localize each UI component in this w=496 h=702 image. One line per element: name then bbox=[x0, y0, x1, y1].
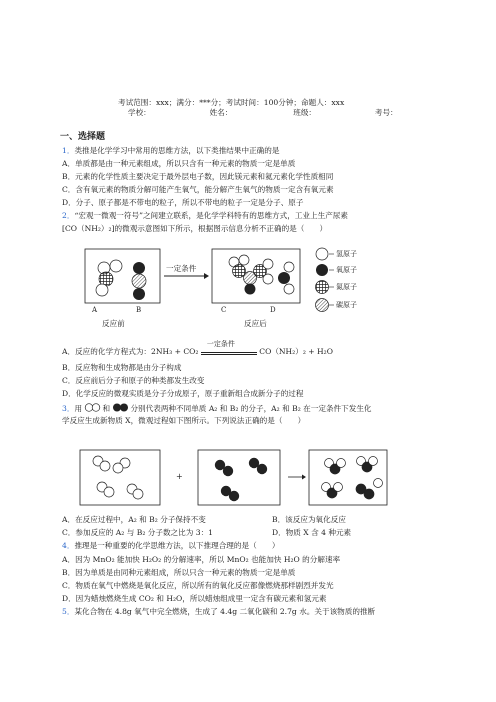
a2-molecule-icon bbox=[84, 403, 102, 412]
class-field[interactable]: 班级： bbox=[293, 108, 317, 117]
q4-stem: 4．推理是一种重要的化学思维方法，以下推理合理的是（ ） bbox=[62, 541, 280, 550]
q2-molecular-figure bbox=[84, 238, 384, 330]
q3-reaction-figure bbox=[78, 449, 388, 507]
q4-option-a[interactable]: A．因为 MnO₂ 能加快 H₂O₂ 的分解速率，所以 MnO₂ 也能加快 H₂O 的分解速率 bbox=[62, 555, 341, 564]
molecule-label-a: A bbox=[92, 306, 98, 314]
q5-stem: 5．某化合物在 4.8g 氧气中完全燃烧，生成了 4.4g 二氧化碳和 2.7g 水。关于该物质的推断 bbox=[62, 607, 376, 616]
q3-option-c[interactable]: C．参加反应的 A₂ 与 B₂ 分子数之比为 3：1 bbox=[62, 528, 214, 537]
q2-option-b[interactable]: B．反应物和生成物都是由分子构成 bbox=[62, 363, 182, 372]
q2-option-c[interactable]: C．反应前后分子和原子的种类都发生改变 bbox=[62, 376, 205, 385]
legend-hydrogen: 氢原子 bbox=[336, 250, 357, 258]
school-field[interactable]: 学校： bbox=[128, 108, 151, 117]
exam-info: 考试范围：xxx；满分：***分；考试时间：100分钟；命题人：xxx bbox=[118, 98, 345, 107]
q4-option-d[interactable]: D．因为蜡烛燃烧生成 CO₂ 和 H₂O，所以蜡烛组成里一定含有碳元素和氢元素 bbox=[62, 594, 327, 603]
q2-stem-line1: 2．“宏观一微观一符号”之间建立联系，是化学学科特有的思维方式，工业上生产尿素 bbox=[62, 211, 348, 220]
q4-option-b[interactable]: B．因为单质是由同种元素组成，所以只含一种元素的物质一定是单质 bbox=[62, 568, 296, 577]
q4-option-c[interactable]: C．物质在氧气中燃烧是氧化反应，所以所有的氧化反应都像燃烧那样剧烈并发光 bbox=[62, 581, 334, 590]
molecule-label-d: D bbox=[270, 306, 276, 314]
q1-option-a[interactable]: A．单质都是由一种元素组成，所以只含有一种元素的物质一定是单质 bbox=[62, 159, 296, 168]
reaction-condition: 一定条件 bbox=[166, 264, 197, 273]
q3-reaction-diagram bbox=[78, 449, 388, 507]
legend-carbon: 碳原子 bbox=[336, 301, 357, 309]
q3-stem-line1: 3．用 和 分别代表两种不同单质 A₂ 和 B₂ 的分子，A₂ 和 B₂ 在一定条件下发生化 bbox=[62, 404, 372, 413]
q1-stem: 1．类推是化学学习中常用的思维方法，以下类推结果中正确的是 bbox=[62, 146, 280, 155]
q3-stem-line2: 学反应生成新物质 X，微观过程如下图所示。下列说法正确的是（ ） bbox=[62, 416, 306, 425]
molecule-label-c: C bbox=[221, 306, 227, 314]
q3-option-d[interactable]: D．物质 X 含 4 种元素 bbox=[272, 528, 352, 537]
q3-option-a[interactable]: A．在反应过程中，A₂ 和 B₂ 分子保持不变 bbox=[62, 515, 206, 524]
name-field[interactable]: 姓名： bbox=[209, 108, 233, 117]
molecule-label-b: B bbox=[136, 306, 142, 314]
q1-option-d[interactable]: D．分子、原子都是不带电的粒子，所以不带电的粒子一定是分子、原子 bbox=[62, 198, 304, 207]
q2-stem-line2: [CO（NH₂）₂]的微观示意图如下所示，根据图示信息分析不正确的是（ ） bbox=[62, 224, 328, 233]
after-reaction-label: 反应后 bbox=[244, 319, 267, 328]
q3-option-b[interactable]: B．该反应为氧化反应 bbox=[272, 515, 346, 524]
b2-molecule-icon bbox=[112, 403, 130, 412]
equation-arrow: 一定条件 bbox=[201, 347, 257, 357]
plus-sign: + bbox=[176, 472, 183, 481]
q1-option-b[interactable]: B．元素的化学性质主要决定于最外层电子数，因此镁元素和氦元素化学性质相同 bbox=[62, 172, 334, 181]
section-title: 一、选择题 bbox=[60, 132, 106, 142]
q2-option-d[interactable]: D．化学反应的微观实质是分子分成原子，原子重新组合成新分子的过程 bbox=[62, 389, 304, 398]
legend-nitrogen: 氮原子 bbox=[336, 283, 357, 291]
exam-number-field[interactable]: 考号： bbox=[374, 108, 398, 117]
before-reaction-label: 反应前 bbox=[102, 319, 125, 328]
legend-oxygen: 氧原子 bbox=[336, 266, 357, 274]
q1-option-c[interactable]: C．含有氧元素的物质分解可能产生氧气，能分解产生氧气的物质一定含有氧元素 bbox=[62, 185, 334, 194]
q2-option-a[interactable]: A．反应的化学方程式为：2NH₃ + CO₂ 一定条件 CO（NH₂）₂ + H₂O bbox=[62, 340, 333, 356]
student-fields bbox=[128, 108, 398, 118]
